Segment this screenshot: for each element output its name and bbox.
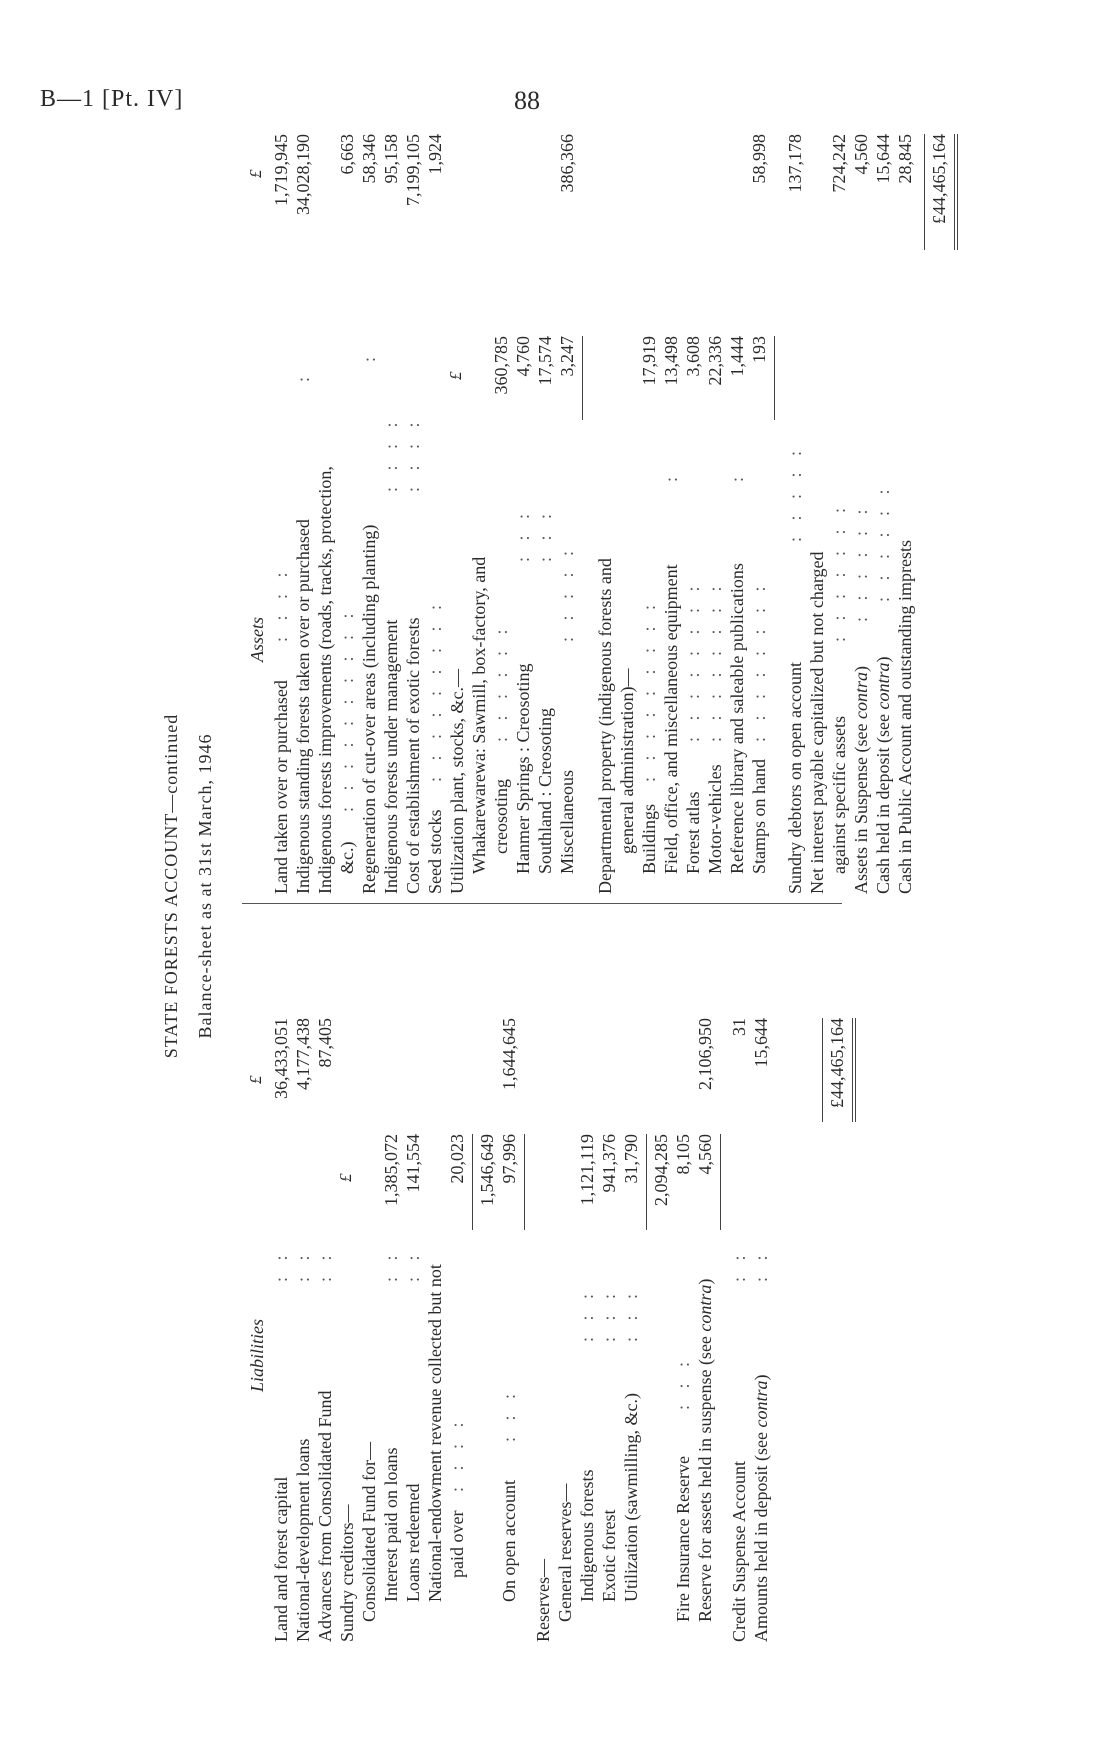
liability-subtotal: 2,094,285 [651,1134,671,1206]
asset-label: Whakarewarewa: Sawmill, box-factory, and [469,556,489,874]
leader-dots: : : : : : : : : : [639,598,659,782]
liability-group-label: Consolidated Fund for— [359,1442,379,1622]
asset-amount: 1,924 [425,134,445,175]
asset-label: creosoting [491,779,511,854]
liability-label: Indigenous forests [577,1469,597,1602]
asset-label: Indigenous forests improvements (roads, tracks, protection, [315,466,335,894]
liability-amount: 141,554 [403,1134,423,1193]
liability-label: National-endowment revenue collected but not [425,1264,445,1602]
asset-amount: 386,366 [557,134,577,193]
liability-amount: 97,996 [499,1134,519,1184]
asset-label: Reference library and saleable publications [727,563,747,874]
liability-amount: 4,560 [695,1134,715,1175]
liability-label: National-development loans [293,1438,313,1642]
asset-label: Buildings [639,803,659,874]
asset-label: Cash held in deposit (see contra) [873,656,893,894]
leader-dots: : : : : : : : : [705,580,725,742]
leader-dots: : : [403,1249,423,1282]
leader-dots: : : : : [447,1416,467,1492]
leader-dots: : : : : [403,416,423,492]
leader-dots: : : [271,1249,291,1282]
total-rule [924,134,925,250]
leader-dots: : [661,470,681,482]
liability-amount: 87,405 [315,1018,335,1068]
leader-dots: : : [751,1249,771,1282]
asset-amount: 34,028,190 [293,134,313,215]
liability-amount: 31,790 [621,1134,641,1184]
leader-dots: : : : : : : : : : [425,598,445,782]
leader-dots: : : [381,1249,401,1282]
asset-amount: 13,498 [661,336,681,386]
liabilities-total: £44,465,164 [827,1018,847,1108]
leader-dots: : : : : : : [491,623,511,742]
liability-label: Exotic forest [599,1509,619,1602]
leader-dots: : : : [621,1287,641,1342]
asset-amount: 3,247 [557,336,577,377]
liability-amount: 941,376 [599,1134,619,1193]
asset-label: Southland : Creosoting [535,708,555,874]
asset-group-label: general administration)— [617,668,637,854]
asset-label: Cost of establishment of exotic forests [403,617,423,894]
asset-amount: 4,560 [851,134,871,175]
liability-label: Advances from Consolidated Fund [315,1390,335,1642]
liability-label: On open account [499,1480,519,1602]
asset-label: Miscellaneous [557,770,577,874]
asset-amount: 1,719,945 [271,134,291,206]
asset-label: Assets in Suspense (see contra) [851,666,871,894]
liability-label: Amounts held in deposit (see contra) [751,1374,771,1642]
liability-amount: 20,023 [447,1134,467,1184]
leader-dots: : : : [513,507,533,562]
asset-amount: 15,644 [873,134,893,184]
assets-total: £44,465,164 [929,134,949,224]
leader-dots: : [359,350,379,362]
liability-amount: 1,385,072 [381,1134,401,1206]
asset-label: Indigenous forests under management [381,619,401,894]
liability-label: Utilization (sawmilling, &c.) [621,1393,641,1602]
leader-dots: : : : : : : : : [683,580,703,742]
leader-dots: : : : : : : [873,483,893,602]
asset-amount: 7,199,105 [403,134,423,206]
leader-dots: : : [293,1249,313,1282]
liability-label: Land and forest capital [271,1476,291,1642]
liability-label: paid over [447,1510,467,1578]
asset-amount: 22,336 [705,336,725,386]
asset-group-label: Utilization plant, stocks, &c.— [447,669,467,894]
asset-label: against specific assets [829,716,849,874]
currency-symbol: £ [446,371,465,380]
leader-dots: : : : [577,1287,597,1342]
asset-amount: 3,608 [683,336,703,377]
asset-group-label: Departmental property (indigenous forests and [595,558,615,894]
subtotal-rule [646,1134,647,1230]
subtotal-rule [582,336,583,420]
total-rule [954,134,955,250]
liability-label: Interest paid on loans [381,1447,401,1602]
leader-dots: : : [729,1249,749,1282]
asset-label: Hanmer Springs : Creosoting [513,663,533,874]
leader-dots: : [293,370,313,382]
document-reference: B—1 [Pt. IV] [40,86,184,112]
total-rule [855,1018,856,1122]
currency-symbol: £ [246,169,265,178]
liability-amount: 8,105 [673,1134,693,1175]
leader-dots: : : : : : [785,444,805,542]
asset-label: Land taken over or purchased [271,680,291,894]
balance-sheet-title: Balance-sheet as at 31st March, 1946 [195,733,215,1039]
leader-dots: : : [315,1249,335,1282]
liability-amount: 4,177,438 [293,1018,313,1090]
liability-amount: 15,644 [751,1018,771,1068]
currency-symbol: £ [246,1075,265,1084]
asset-label: Net interest payable capitalized but not charged [807,551,827,894]
asset-label: Regeneration of cut-over areas (including planting) [359,524,379,894]
asset-label: Seed stocks [425,809,445,894]
leader-dots: : : : : : : [851,503,871,622]
liability-amount: 31 [729,1018,749,1036]
liability-label: Loans redeemed [403,1483,423,1602]
liability-amount: 1,121,119 [577,1134,597,1206]
leader-dots: : : : [673,1355,693,1410]
liability-label: Fire Insurance Reserve [673,1456,693,1622]
page-number: 88 [514,86,540,115]
leader-dots: : : : : : : : : : : [337,607,357,812]
asset-amount: 1,444 [727,336,747,377]
asset-amount: 4,760 [513,336,533,377]
assets-heading: Assets [247,617,267,662]
liability-amount: 2,106,950 [695,1018,715,1090]
liability-label: Credit Suspense Account [729,1461,749,1642]
asset-label: Cash in Public Account and outstanding imprests [895,540,915,894]
asset-amount: 28,845 [895,134,915,184]
leader-dots: : : : : : [557,544,577,642]
asset-label: &c.) [337,841,357,874]
leader-dots: : : : : [381,416,401,492]
leader-dots: : : : : [271,566,291,642]
asset-label: Field, office, and miscellaneous equipment [661,564,681,874]
leader-dots: : : : [499,1387,519,1442]
liability-amount: 1,644,645 [499,1018,519,1090]
asset-amount: 17,574 [535,336,555,386]
liability-amount: 36,433,051 [271,1018,291,1099]
leader-dots: : : : [599,1287,619,1342]
subtotal-rule [472,1134,473,1230]
total-rule [822,1018,823,1122]
asset-amount: 724,242 [829,134,849,193]
subtotal-rule [774,336,775,420]
currency-symbol: £ [336,1173,355,1182]
subtotal-rule [720,1134,721,1230]
asset-label: Motor-vehicles [705,764,725,874]
asset-label: Sundry debtors on open account [785,662,805,894]
asset-amount: 58,998 [749,134,769,184]
total-rule [957,134,958,250]
asset-amount: 95,158 [381,134,401,184]
leader-dots: : : : : : : : [829,501,849,642]
asset-amount: 17,919 [639,336,659,386]
asset-amount: 58,346 [359,134,379,184]
liability-group-label: Reserves— [533,1559,553,1642]
asset-amount: 360,785 [491,336,511,395]
asset-label: Stamps on hand [749,759,769,874]
liability-group-label: General reserves— [555,1483,575,1622]
liabilities-heading: Liabilities [247,1318,267,1392]
subtotal-rule [524,1134,525,1230]
asset-label: Forest atlas [683,791,703,874]
leader-dots: : [727,470,747,482]
asset-amount: 193 [749,336,769,363]
account-title: STATE FORESTS ACCOUNT—continued [161,713,181,1059]
asset-amount: 137,178 [785,134,805,193]
liability-label: Reserve for assets held in suspense (see contra) [695,1278,715,1622]
leader-dots: : : : : : : : : [749,580,769,742]
liability-group-label: Sundry creditors— [337,1504,357,1642]
column-divider [242,903,842,904]
balance-sheet [154,130,1014,1642]
asset-label: Indigenous standing forests taken over or purchased [293,519,313,894]
total-rule [852,1018,853,1122]
asset-amount: 6,663 [337,134,357,175]
liability-subtotal: 1,546,649 [477,1134,497,1206]
leader-dots: : : : [535,507,555,562]
